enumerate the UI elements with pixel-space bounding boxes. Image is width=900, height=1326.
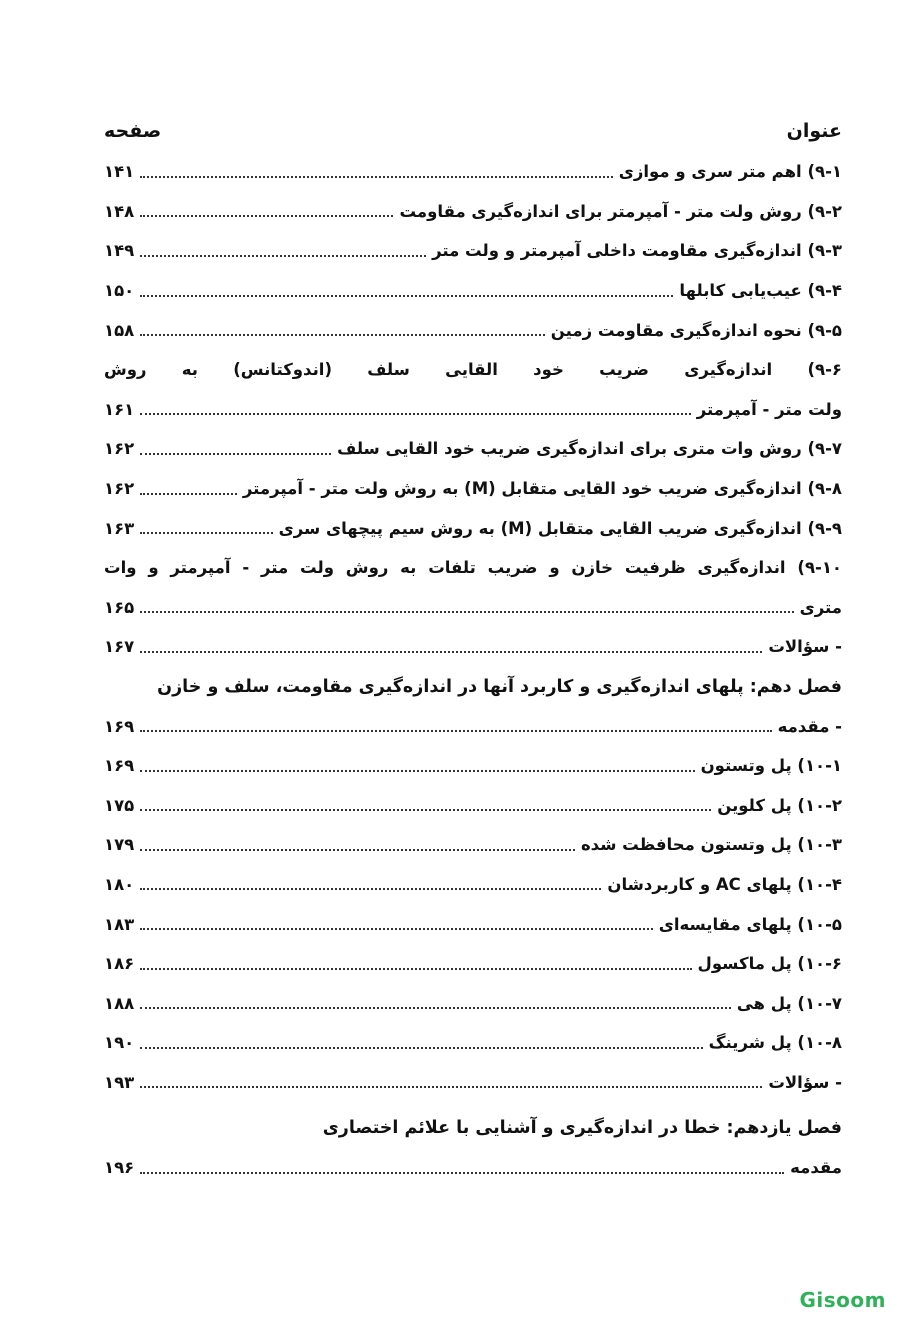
toc-page-number: ۱۶۹ — [104, 716, 135, 736]
toc-entry-title: ۱۰-۱) پل وتستون — [700, 756, 842, 776]
dot-leader — [140, 809, 711, 811]
dot-leader — [140, 413, 690, 415]
toc-entry-title: ۱۰-۷) پل هی — [736, 993, 842, 1013]
toc-entry-title: ۱۰-۶) پل ماکسول — [697, 954, 842, 974]
toc-entry-title: ۹-۲) روش ولت متر - آمپرمتر برای اندازه‌گیری مقاومت — [399, 201, 842, 221]
toc-entry-title: ۹-۸) اندازه‌گیری ضریب خود القایی متقابل (M) به روش ولت متر - آمپرمتر — [242, 479, 842, 499]
toc-entry-title: ۱۰-۲) پل کلوین — [717, 795, 842, 815]
dot-leader — [140, 1172, 784, 1174]
toc-list — [104, 152, 842, 1187]
toc-page-number: ۱۵۸ — [104, 320, 135, 340]
toc-entry-title: فصل دهم: پلهای اندازه‌گیری و کاربرد آنها در اندازه‌گیری مقاومت، سلف و خازن — [157, 676, 842, 697]
toc-row — [104, 310, 842, 350]
toc-entry-title: ۹-۳) اندازه‌گیری مقاومت داخلی آمپرمتر و ولت متر — [432, 241, 842, 261]
toc-entry-title: ۱۰-۴) پلهای AC و کاربردشان — [607, 874, 842, 894]
toc-row — [104, 192, 842, 232]
dot-leader — [140, 651, 762, 653]
toc-row — [104, 548, 842, 588]
toc-page-number: ۱۶۲ — [104, 439, 135, 459]
toc-entry-title: فصل یازدهم: خطا در اندازه‌گیری و آشنایی با علائم اختصاری — [322, 1118, 842, 1139]
toc-page-number: ۱۴۸ — [104, 201, 135, 221]
toc-row — [104, 983, 842, 1023]
toc-entry-title: ۹-۱۰) اندازه‌گیری ظرفیت خازن و ضریب تلفات به روش ولت متر - آمپرمتر و وات — [104, 558, 842, 578]
dot-leader — [140, 611, 793, 613]
toc-page-number: ۱۹۰ — [104, 1033, 135, 1053]
toc-page-number: ۱۴۹ — [104, 241, 135, 261]
toc-row — [104, 746, 842, 786]
toc-entry-title: ۹-۷) روش وات متری برای اندازه‌گیری ضریب خود القایی سلف — [337, 439, 842, 459]
dot-leader — [140, 730, 771, 732]
toc-page-number: ۱۶۵ — [104, 597, 135, 617]
toc-entry-title: ۱۰-۳) پل وتستون محافظت شده — [580, 835, 842, 855]
toc-row — [104, 508, 842, 548]
dot-leader — [140, 770, 694, 772]
toc-row — [104, 904, 842, 944]
toc-row — [104, 706, 842, 746]
toc-entry-title: - سؤالات — [768, 637, 842, 657]
dot-leader — [140, 532, 272, 534]
dot-leader — [140, 849, 575, 851]
toc-page-number: ۱۸۶ — [104, 954, 135, 974]
page-column-label: صفحه — [104, 120, 162, 142]
toc-row — [104, 825, 842, 865]
toc-page-number: ۱۶۱ — [104, 399, 135, 419]
dot-leader — [140, 176, 613, 178]
toc-page-number: ۱۹۳ — [104, 1072, 135, 1092]
toc-row — [104, 627, 842, 667]
toc-page-number: ۱۹۶ — [104, 1158, 135, 1178]
dot-leader — [140, 215, 393, 217]
toc-entry-title: ۹-۵) نحوه اندازه‌گیری مقاومت زمین — [550, 320, 842, 340]
dot-leader — [140, 295, 673, 297]
toc-page-number: ۱۶۹ — [104, 756, 135, 776]
toc-row — [104, 865, 842, 905]
dot-leader — [140, 888, 601, 890]
toc-page-number: ۱۸۸ — [104, 993, 135, 1013]
toc-row — [104, 429, 842, 469]
dot-leader — [140, 255, 426, 257]
toc-row — [104, 152, 842, 192]
toc-page-number: ۱۸۳ — [104, 914, 135, 934]
toc-entry-title: متری — [799, 597, 842, 617]
dot-leader — [140, 334, 545, 336]
dot-leader — [140, 968, 691, 970]
toc-row — [104, 231, 842, 271]
chapter-heading — [104, 1108, 842, 1148]
toc-entry-title: - سؤالات — [768, 1072, 842, 1092]
toc-page-number: ۱۶۷ — [104, 637, 135, 657]
toc-entry-title: مقدمه — [790, 1158, 842, 1178]
toc-entry-title: ۱۰-۸) پل شرینگ — [708, 1033, 842, 1053]
dot-leader — [140, 1047, 702, 1049]
dot-leader — [140, 1086, 762, 1088]
toc-page-number: ۱۶۲ — [104, 479, 135, 499]
toc-page-number: ۱۷۹ — [104, 835, 135, 855]
toc-row — [104, 390, 842, 430]
toc-header — [104, 116, 842, 146]
toc-page-number: ۱۷۵ — [104, 795, 135, 815]
toc-entry-title: ۱۰-۵) پلهای مقایسه‌ای — [658, 914, 842, 934]
toc-entry-title: ۹-۴) عیب‌یابی کابلها — [679, 281, 842, 301]
toc-entry-title: ۹-۹) اندازه‌گیری ضریب القایی متقابل (M) به روش سیم پیچهای سری — [278, 518, 842, 538]
gisoom-logo: Gisoom — [799, 1288, 886, 1312]
toc-row — [104, 786, 842, 826]
dot-leader — [140, 493, 237, 495]
dot-leader — [140, 1007, 731, 1009]
toc-entry-title: ۹-۶) اندازه‌گیری ضریب خود القایی سلف (اندوکتانس) به روش — [104, 360, 842, 380]
chapter-heading — [104, 667, 842, 707]
toc-row — [104, 1023, 842, 1063]
dot-leader — [140, 453, 331, 455]
toc-row — [104, 350, 842, 390]
toc-page-number: ۱۵۰ — [104, 281, 135, 301]
title-column-label: عنوان — [786, 120, 842, 142]
toc-row — [104, 944, 842, 984]
toc-row — [104, 1148, 842, 1188]
toc-row — [104, 271, 842, 311]
dot-leader — [140, 928, 652, 930]
toc-page-number: ۱۸۰ — [104, 874, 135, 894]
toc-entry-title: - مقدمه — [777, 716, 842, 736]
toc-row — [104, 588, 842, 628]
toc-page-number: ۱۶۳ — [104, 518, 135, 538]
toc-row — [104, 469, 842, 509]
toc-entry-title: ولت متر - آمپرمتر — [696, 399, 842, 419]
toc-page-number: ۱۴۱ — [104, 162, 135, 182]
toc-entry-title: ۹-۱) اهم متر سری و موازی — [618, 162, 842, 182]
toc-row — [104, 1063, 842, 1103]
